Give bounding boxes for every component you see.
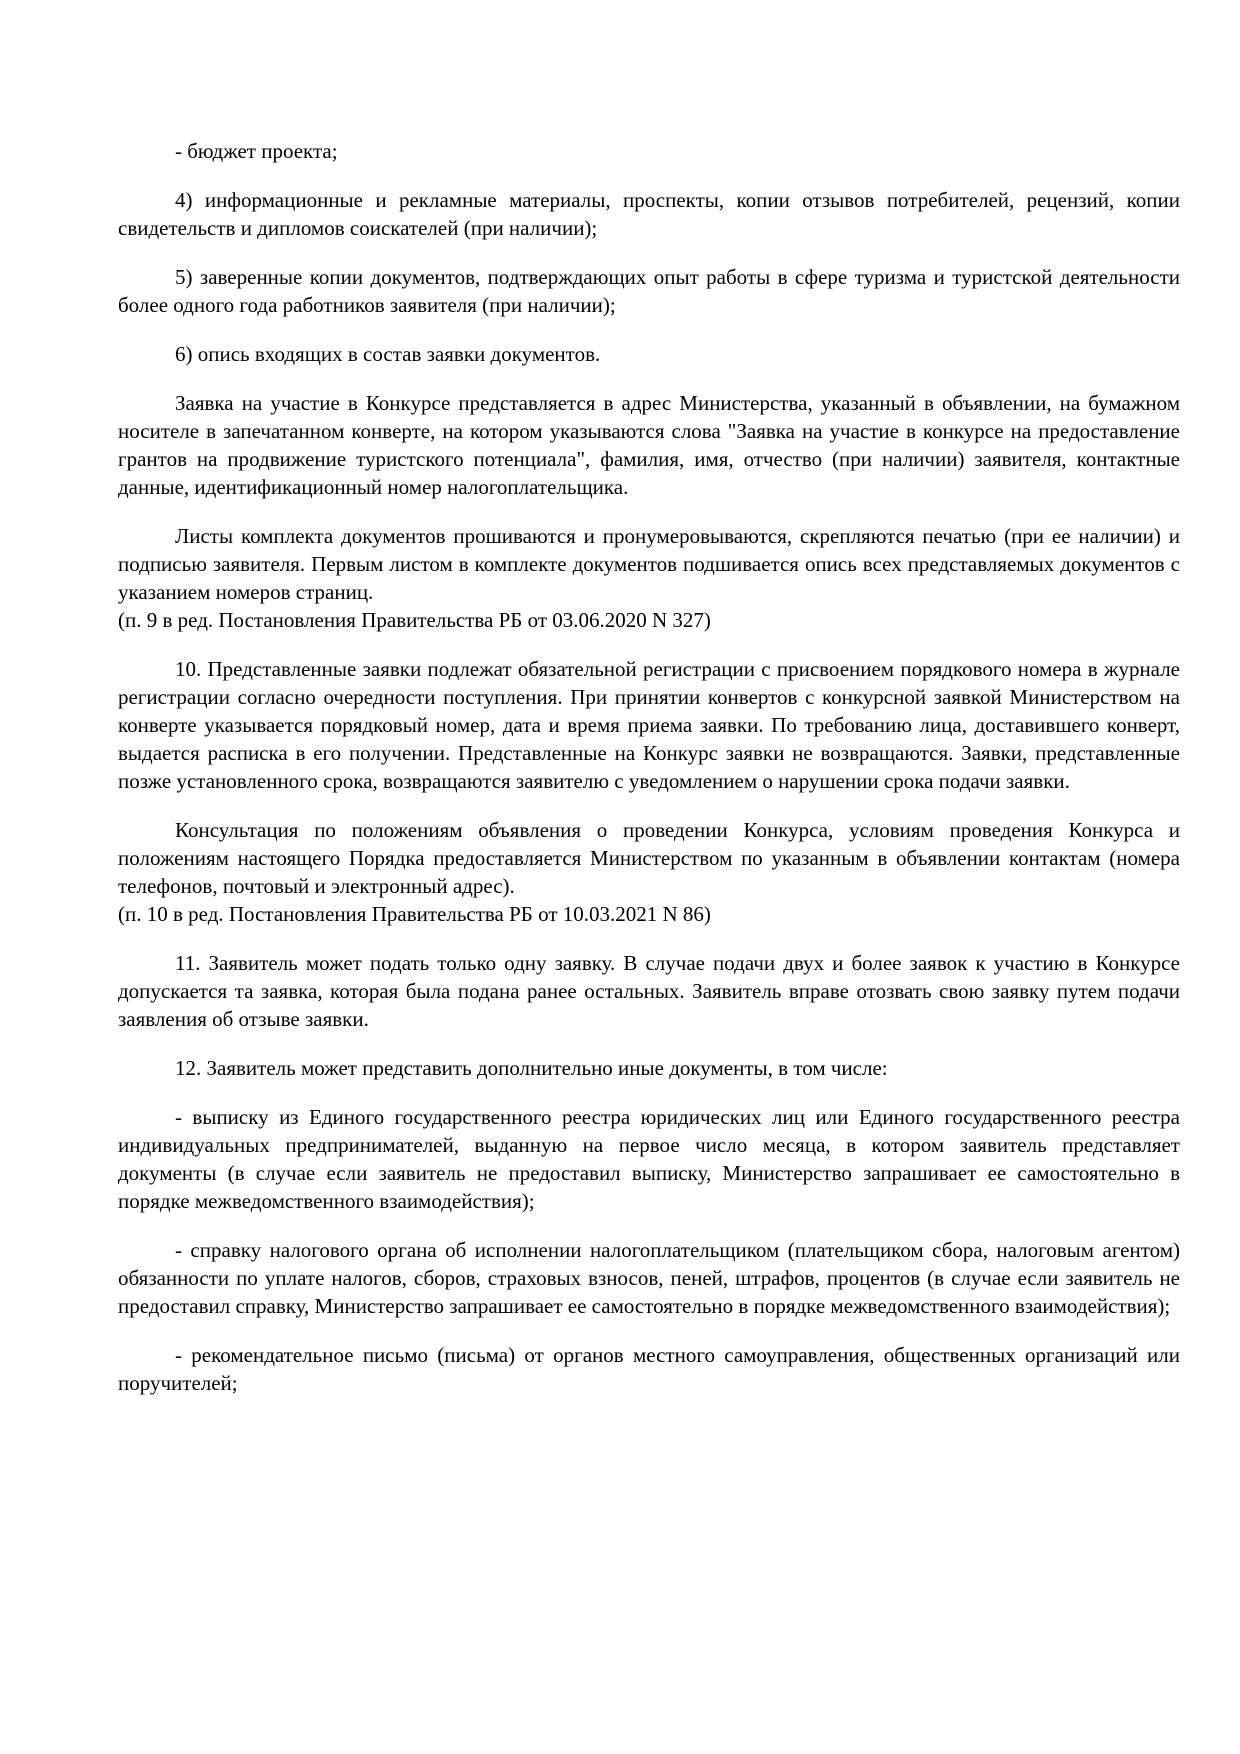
document-page [118, 137, 1180, 1418]
amendment-note: (п. 9 в ред. Постановления Правительства РБ от 03.06.2020 N 327) [118, 608, 711, 632]
paragraph-12: 12. Заявитель может представить дополнительно иные документы, в том числе: [175, 1056, 888, 1080]
paragraph-text: Листы комплекта документов прошиваются и пронумеровываются, скрепляются печатью (при ее наличии) и подписью заявителя. Первым листом в комплекте документов подшивается опись всех представляемых документов с указанием номеров страниц. [118, 524, 1180, 604]
paragraph-budget: - бюджет проекта; [175, 139, 338, 163]
paragraph-registry-extract: - выписку из Единого государственного реестра юридических лиц или Единого государственного реестра индивидуальных предпринимателей, выданную на первое число месяца, в котором заявитель представляет документы (в случае если заявитель не предоставил выписку, Министерство запрашивает ее самостоятельно в порядке межведомственного взаимодействия); [118, 1105, 1180, 1213]
paragraph-consultation [118, 816, 1180, 928]
paragraph-document-sheets [118, 522, 1180, 634]
paragraph-recommendation-letter: - рекомендательное письмо (письма) от органов местного самоуправления, общественных организаций или поручителей; [118, 1343, 1180, 1395]
paragraph-application-submission: Заявка на участие в Конкурсе представляется в адрес Министерства, указанный в объявлении, на бумажном носителе в запечатанном конверте, на котором указываются слова "Заявка на участие в конкурсе на предоставление грантов на продвижение туристского потенциала", фамилия, имя, отчество (при наличии) заявителя, контактные данные, идентификационный номер налогоплательщика. [118, 391, 1180, 499]
paragraph-tax-certificate: - справку налогового органа об исполнении налогоплательщиком (плательщиком сбора, налоговым агентом) обязанности по уплате налогов, сборов, страховых взносов, пеней, штрафов, процентов (в случае если заявитель не предоставил справку, Министерство запрашивает ее самостоятельно в порядке межведомственного взаимодействия); [118, 1238, 1180, 1318]
paragraph-item-4: 4) информационные и рекламные материалы, проспекты, копии отзывов потребителей, рецензий, копии свидетельств и дипломов соискателей (при наличии); [118, 188, 1180, 240]
paragraph-10: 10. Представленные заявки подлежат обязательной регистрации с присвоением порядкового номера в журнале регистрации согласно очередности поступления. При принятии конвертов с конкурсной заявкой Министерством на конверте указывается порядковый номер, дата и время приема заявки. По требованию лица, доставившего конверт, выдается расписка в его получении. Представленные на Конкурс заявки не возвращаются. Заявки, представленные позже установленного срока, возвращаются заявителю с уведомлением о нарушении срока подачи заявки. [118, 657, 1180, 793]
paragraph-item-5: 5) заверенные копии документов, подтверждающих опыт работы в сфере туризма и туристской деятельности более одного года работников заявителя (при наличии); [118, 265, 1180, 317]
paragraph-item-6: 6) опись входящих в состав заявки документов. [175, 342, 601, 366]
paragraph-11: 11. Заявитель может подать только одну заявку. В случае подачи двух и более заявок к участию в Конкурсе допускается та заявка, которая была подана ранее остальных. Заявитель вправе отозвать свою заявку путем подачи заявления об отзыве заявки. [118, 951, 1180, 1031]
amendment-note: (п. 10 в ред. Постановления Правительства РБ от 10.03.2021 N 86) [118, 902, 711, 926]
paragraph-text: Консультация по положениям объявления о проведении Конкурса, условиям проведения Конкурса и положениям настоящего Порядка предоставляется Министерством по указанным в объявлении контактам (номера телефонов, почтовый и электронный адрес). [118, 818, 1180, 898]
